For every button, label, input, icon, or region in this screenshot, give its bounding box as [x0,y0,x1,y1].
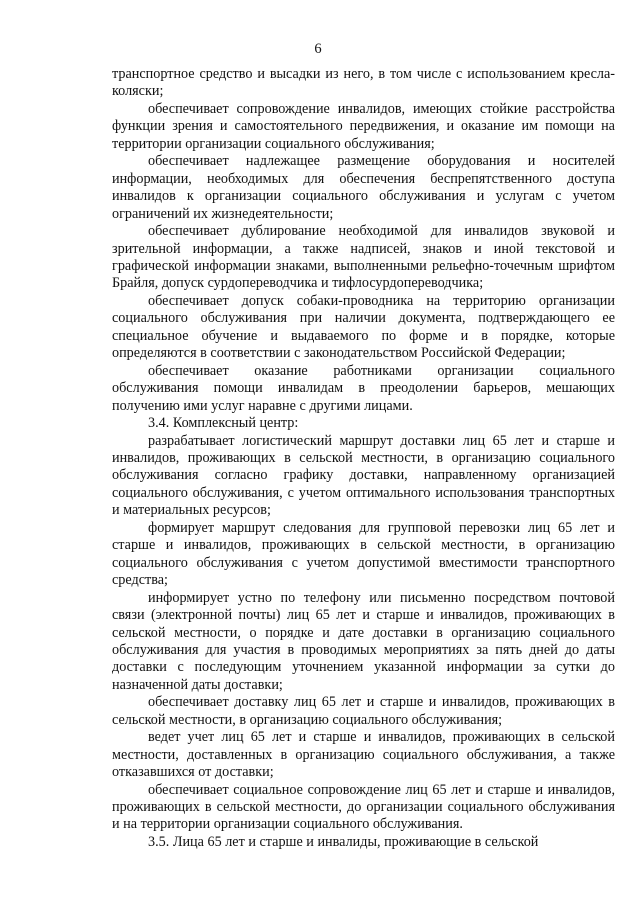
page-number: 6 [314,41,322,57]
paragraph-informing: информирует устно по телефону или письменно посредством почтовой связи (электронной почты) лиц 65 лет и старше и инвалидов, проживающих в сельской местности, о порядке и дате доставки в организацию социального обслуживания для участия в проводимых мероприятиях за пять дней до даты доставки с последующим уточнением указанной информации за сутки до назначенной даты доставки; [112,589,615,693]
section-heading-3-5: 3.5. Лица 65 лет и старше и инвалиды, проживающие в сельской [148,833,539,850]
paragraph-delivery: обеспечивает доставку лиц 65 лет и старше и инвалидов, проживающих в сельской местности, в организацию социального обслуживания; [112,694,615,728]
paragraph-logistic-route: разрабатывает логистический маршрут доставки лиц 65 лет и старше и инвалидов, проживающих в сельской местности, в организацию социального обслуживания согласно графику доставки, направленному организацией социального обслуживания, с учетом оптимального использования транспортных и материальных ресурсов; [112,432,615,519]
section-heading-3-4: 3.4. Комплексный центр: [148,415,299,432]
paragraph-group-transport-route: формирует маршрут следования для групповой перевозки лиц 65 лет и старше и инвалидов, проживающих в сельской местности, в организацию социального обслуживания с учетом допустимой вместимости транспортного средства; [112,519,615,589]
paragraph-information-duplication: обеспечивает дублирование необходимой для инвалидов звуковой и зрительной информации, а также надписей, знаков и иной текстовой и графической информации знаками, выполненными рельефно-точечным шрифтом Брайля, допуск сурдопереводчика и тифлосурдопереводчика; [112,223,615,292]
paragraph-record-keeping: ведет учет лиц 65 лет и старше и инвалидов, проживающих в сельской местности, доставленных в организацию социального обслуживания, а также отказавшихся от доставки; [112,729,615,781]
paragraph-equipment-placement: обеспечивает надлежащее размещение оборудования и носителей информации, необходимых для обеспечения беспрепятственного доступа инвалидов к организации социального обслуживания и услугам с учетом ограничений их жизнедеятельности; [112,153,615,222]
paragraph-continuation: транспортное средство и высадки из него, в том числе с использованием кресла-коляски; [112,66,615,100]
paragraph-guide-dog-access: обеспечивает допуск собаки-проводника на территорию организации социального обслуживания при наличии документа, подтверждающего ее специальное обучение и выдаваемого по форме и в порядке, которые определяются в соответствии с законодательством Российской Федерации; [112,292,615,362]
paragraph-barrier-assistance: обеспечивает оказание работниками организации социального обслуживания помощи инвалидам в преодолении барьеров, мешающих получению ими услуг наравне с другими лицами. [112,362,615,414]
document-body [112,66,615,851]
paragraph-escort-visually-impaired: обеспечивает сопровождение инвалидов, имеющих стойкие расстройства функции зрения и самостоятельного передвижения, и оказание им помощи на территории организации социального обслуживания; [112,100,615,152]
paragraph-social-escort: обеспечивает социальное сопровождение лиц 65 лет и старше и инвалидов, проживающих в сельской местности, до организации социального обслуживания и на территории организации социального обслуживания. [112,781,615,833]
